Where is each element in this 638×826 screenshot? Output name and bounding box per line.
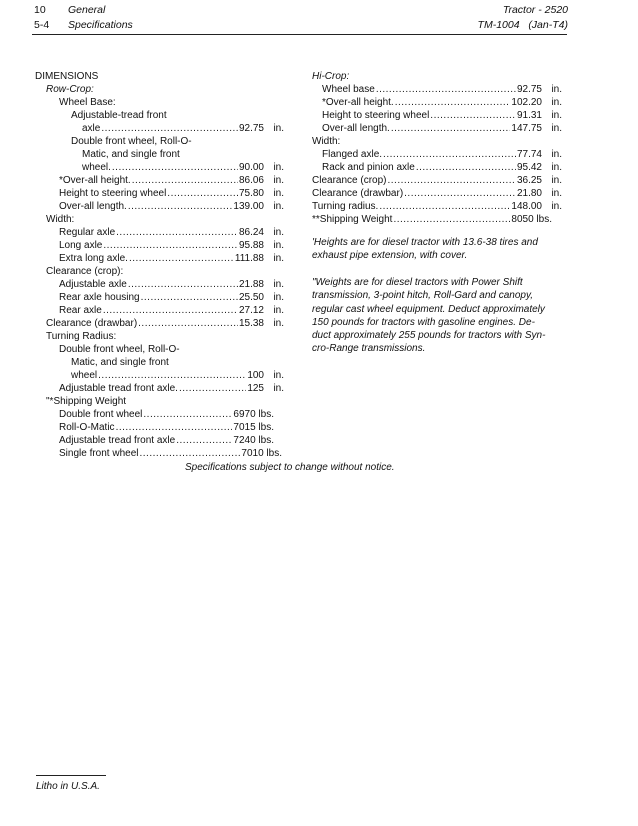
- section-title: General: [68, 4, 106, 16]
- clearance-crop-heading: Clearance (crop):: [46, 266, 124, 277]
- spec-row-hc-turning-radius: Turning radius. ..... 148.00 in.: [312, 200, 562, 213]
- spec-row-height-steering: Height to steering wheel ..... 75.80 in.: [59, 187, 284, 200]
- header-rule: [32, 34, 567, 35]
- spec-row-ship-single: Single front wheel ..... 7010 lbs.: [59, 447, 282, 460]
- width-heading: Width:: [46, 214, 75, 225]
- double-front-label-2: Matic, and single front: [82, 149, 180, 160]
- footer-rule: [36, 775, 106, 776]
- footnote-weights: "Weights are for diesel tractors with Power Shift transmission, 3-point hitch, Roll-Gard and canopy, regular cast wheel equipment. Deduct approximately 150 pounds for tractors with gasoline engines. De- duct approximately 255 pounds for tractors with Syn- cro-Range transmissions.: [312, 277, 546, 355]
- manual-date: (Jan-T4): [528, 19, 568, 31]
- spec-row-adjustable-axle: Adjustable axle ..... 21.88 in.: [59, 278, 284, 291]
- adj-tread-front-label: Adjustable-tread front: [71, 110, 167, 121]
- wheel-base-heading: Wheel Base:: [59, 97, 116, 108]
- spec-row-ship-rollomatic: Roll-O-Matic ..... 7015 lbs.: [59, 421, 274, 434]
- footnote-heights: 'Heights are for diesel tractor with 13.6-38 tires and exhaust pipe extension, with cover.: [312, 237, 538, 262]
- page-number: 10: [34, 4, 46, 16]
- spec-row-hc-flanged: Flanged axle. ..... 77.74 in.: [322, 148, 562, 161]
- model-name: Tractor - 2520: [502, 4, 568, 16]
- spec-row-extra-long-axle: Extra long axle. ..... 111.88 in.: [59, 252, 284, 265]
- spec-row-ship-double: Double front wheel ..... 6970 lbs.: [59, 408, 274, 421]
- spec-row-tr-adjustable: Adjustable tread front axle. ..... 125 in.: [59, 382, 284, 395]
- tr-double-label-2: Matic, and single front: [71, 357, 169, 368]
- shipping-weight-heading: "*Shipping Weight: [46, 396, 127, 407]
- spec-row-overall-length: Over-all length. ..... 139.00 in.: [59, 200, 284, 213]
- subsection-title: Specifications: [68, 19, 133, 31]
- spec-row-overall-height: *Over-all height. ..... 86.06 in.: [59, 174, 284, 187]
- spec-row-wheel: wheel. ..... 90.00 in.: [82, 161, 284, 174]
- turning-radius-heading: Turning Radius:: [46, 331, 117, 342]
- double-front-label-1: Double front wheel, Roll-O-: [71, 136, 192, 147]
- spec-row-hc-height-steering: Height to steering wheel ..... 91.31 in.: [322, 109, 562, 122]
- hicrop-heading: Hi-Crop:: [312, 71, 350, 82]
- manual-number: TM-1004: [477, 19, 520, 31]
- spec-row-clearance-drawbar: Clearance (drawbar) ..... 15.38 in.: [46, 317, 284, 330]
- hc-width-heading: Width:: [312, 136, 341, 147]
- spec-row-hc-clearance-drawbar: Clearance (drawbar) ..... 21.80 in.: [312, 187, 562, 200]
- tr-double-label-1: Double front wheel, Roll-O-: [59, 344, 180, 355]
- specifications-notice: Specifications subject to change without notice.: [185, 462, 395, 473]
- spec-row-hc-rack-pinion: Rack and pinion axle ..... 95.42 in.: [322, 161, 562, 174]
- litho-label: Litho in U.S.A.: [36, 781, 100, 792]
- spec-row-hc-clearance-crop: Clearance (crop) ..... 36.25 in.: [312, 174, 562, 187]
- spec-row-hc-overall-height: *Over-all height. ..... 102.20 in.: [322, 96, 562, 109]
- spec-row-regular-axle: Regular axle ..... 86.24 in.: [59, 226, 284, 239]
- spec-row-rear-axle-housing: Rear axle housing ..... 25.50 in.: [59, 291, 284, 304]
- subsection-number: 5-4: [34, 19, 50, 31]
- spec-row-hc-overall-length: Over-all length. ..... 147.75 in.: [322, 122, 562, 135]
- spec-row-long-axle: Long axle ..... 95.88 in.: [59, 239, 284, 252]
- dimensions-heading: DIMENSIONS: [35, 71, 99, 82]
- spec-row-rear-axle: Rear axle ..... 27.12 in.: [59, 304, 284, 317]
- manual-id: [478, 19, 568, 31]
- spec-row-ship-adjustable: Adjustable tread front axle ..... 7240 lbs.: [59, 434, 274, 447]
- spec-row-hc-wheel-base: Wheel base ..... 92.75 in.: [322, 83, 562, 96]
- spec-row-hc-shipping: **Shipping Weight ..... 8050 lbs.: [312, 213, 552, 226]
- spec-row-axle: axle ..... 92.75 in.: [82, 122, 284, 135]
- row-crop-heading: Row-Crop:: [46, 84, 94, 95]
- spec-row-tr-wheel: wheel ..... 100 in.: [71, 369, 284, 382]
